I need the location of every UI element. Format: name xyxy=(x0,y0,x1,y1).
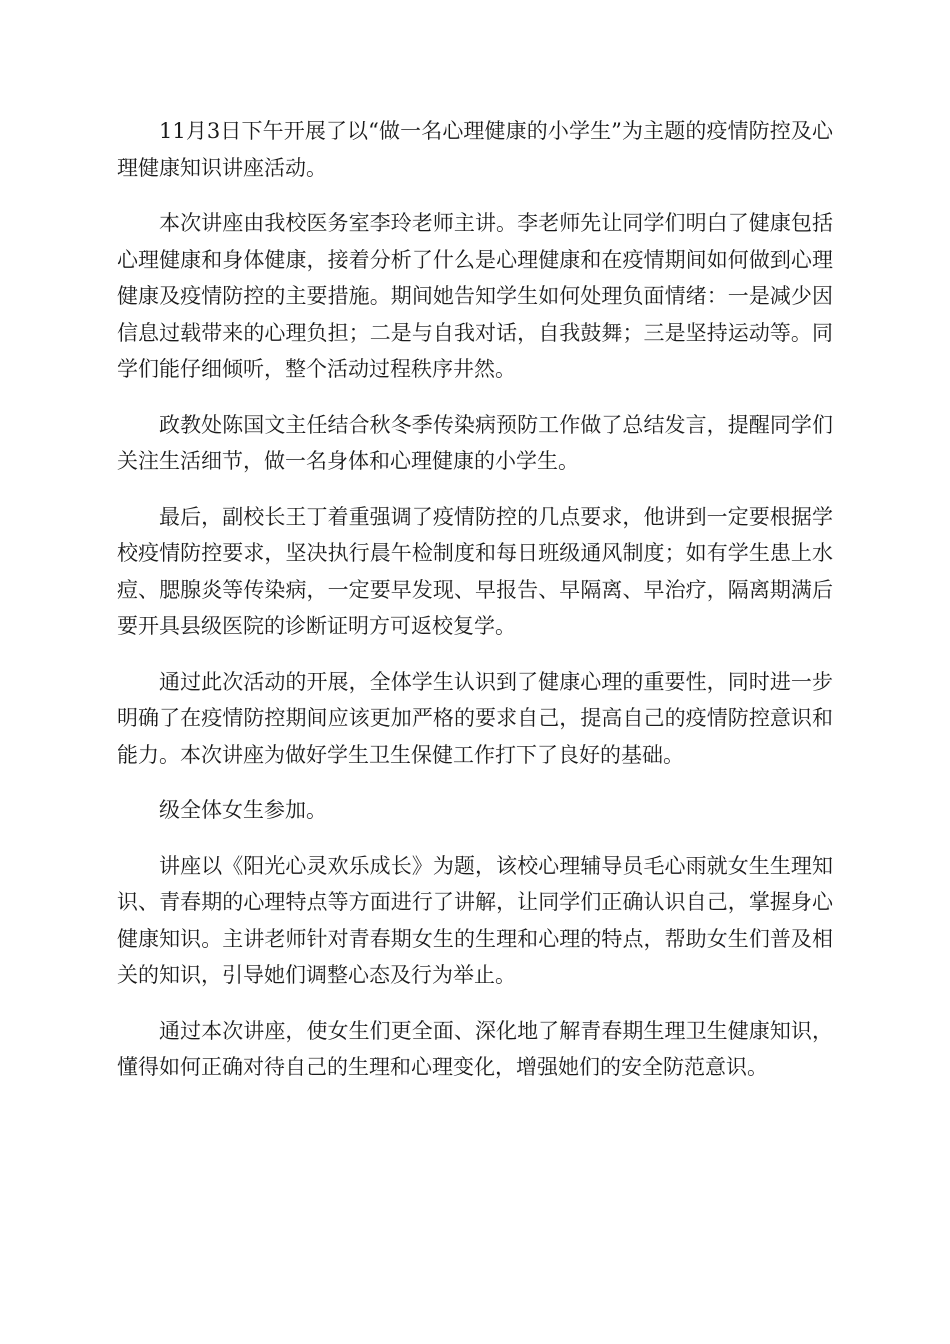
document-body xyxy=(117,113,833,1105)
paragraph-6: 级全体女生参加。 xyxy=(159,798,327,822)
paragraph-3: 政教处陈国文主任结合秋冬季传染病预防工作做了总结发言，提醒同学们关注生活细节，做一名身体和心理健康的小学生。 xyxy=(117,412,833,473)
paragraph-8: 通过本次讲座，使女生们更全面、深化地了解青春期生理卫生健康知识，懂得如何正确对待自己的生理和心理变化，增强她们的安全防范意识。 xyxy=(117,1018,833,1079)
paragraph-4: 最后，副校长王丁着重强调了疫情防控的几点要求，他讲到一定要根据学校疫情防控要求，坚决执行晨午检制度和每日班级通风制度；如有学生患上水痘、腮腺炎等传染病，一定要早发现、早报告、早隔离、早治疗，隔离期满后要开具县级医院的诊断证明方可返校复学。 xyxy=(117,504,833,638)
paragraph-7: 讲座以《阳光心灵欢乐成长》为题，该校心理辅导员毛心雨就女生生理知识、青春期的心理特点等方面进行了讲解，让同学们正确认识自己，掌握身心健康知识。主讲老师针对青春期女生的生理和心理的特点，帮助女生们普及相关的知识，引导她们调整心态及行为举止。 xyxy=(117,853,833,987)
paragraph-1: 11月3日下午开展了以“做一名心理健康的小学生”为主题的疫情防控及心理健康知识讲座活动。 xyxy=(117,119,833,180)
paragraph-2: 本次讲座由我校医务室李玲老师主讲。李老师先让同学们明白了健康包括心理健康和身体健康，接着分析了什么是心理健康和在疫情期间如何做到心理健康及疫情防控的主要措施。期间她告知学生如何处理负面情绪：一是减少因信息过载带来的心理负担；二是与自我对话，自我鼓舞；三是坚持运动等。同学们能仔细倾听，整个活动过程秩序井然。 xyxy=(117,211,833,381)
paragraph-5: 通过此次活动的开展，全体学生认识到了健康心理的重要性，同时进一步明确了在疫情防控期间应该更加严格的要求自己，提高自己的疫情防控意识和能力。本次讲座为做好学生卫生保健工作打下了良好的基础。 xyxy=(117,669,833,767)
